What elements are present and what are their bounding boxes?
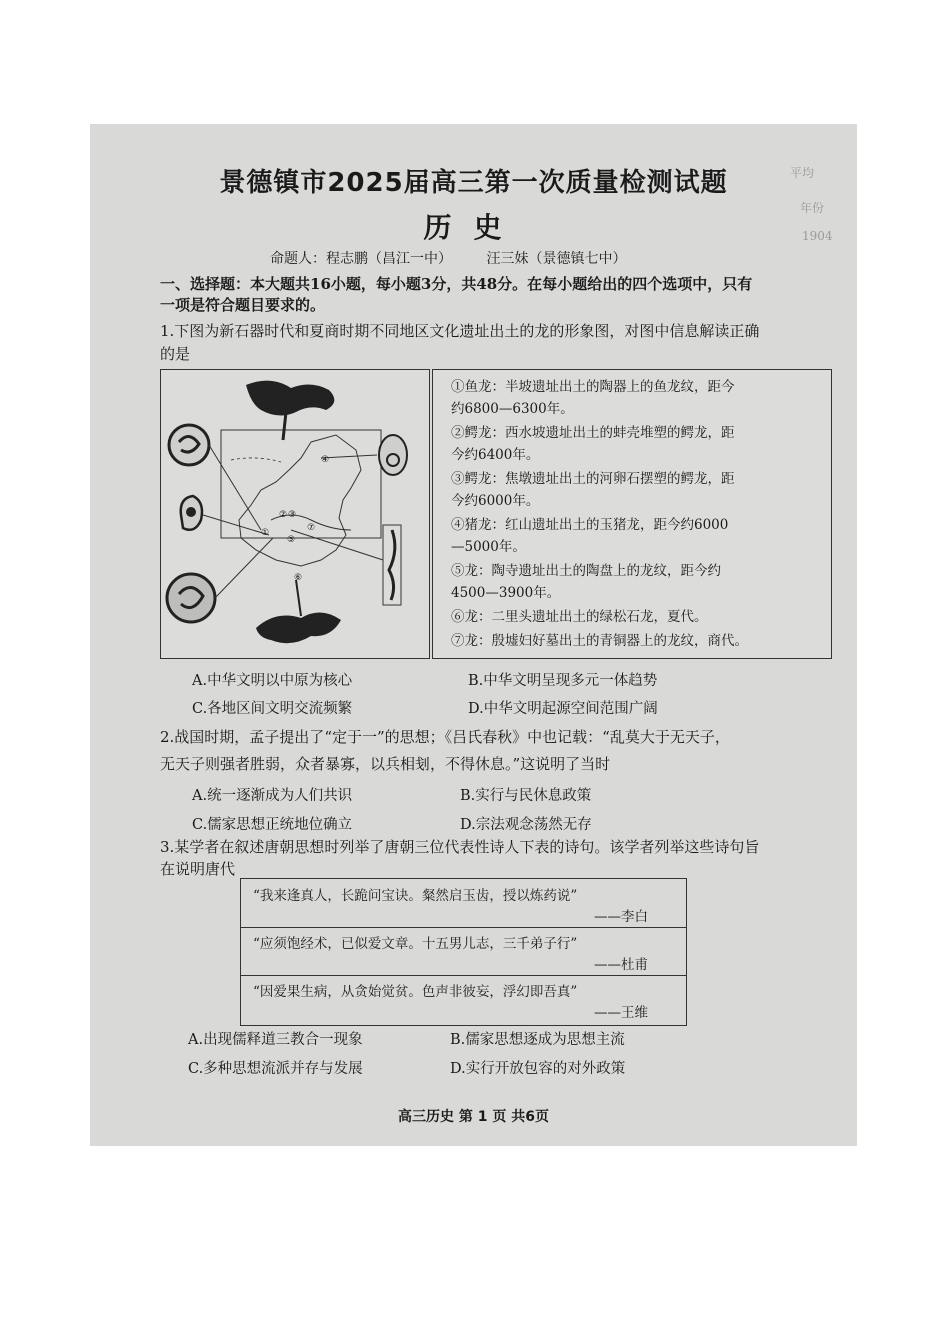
poem-author: ——王维 bbox=[594, 1005, 648, 1021]
show-through-mark: 1904 bbox=[802, 229, 833, 243]
map-markers bbox=[261, 455, 329, 583]
q1-stem-1: 1.下图为新石器时代和夏商时期不同地区文化遗址出土的龙的形象图，对图中信息解读正确 bbox=[160, 322, 760, 340]
q3-option-d[interactable]: D.实行开放包容的对外政策 bbox=[450, 1061, 626, 1077]
q1-option-a[interactable]: A.中华文明以中原为核心 bbox=[192, 673, 353, 689]
q1-stem-2: 的是 bbox=[160, 345, 191, 363]
map-marker-6: ⑥ bbox=[294, 573, 303, 583]
poem-table bbox=[240, 878, 687, 1026]
section-instructions-2: 一项是符合题目要求的。 bbox=[160, 296, 326, 314]
subject-title: 历史 bbox=[423, 211, 524, 244]
map-marker-3: ③ bbox=[288, 510, 297, 520]
legend-item-5b: 4500—3900年。 bbox=[451, 585, 561, 601]
map-marker-5: ⑤ bbox=[287, 535, 296, 545]
author-2: 汪三妹（景德镇七中） bbox=[486, 251, 627, 267]
legend-item-5a: ⑤龙：陶寺遗址出土的陶盘上的龙纹，距今约 bbox=[451, 563, 721, 579]
q2-option-b[interactable]: B.实行与民休息政策 bbox=[460, 788, 592, 804]
poem-row-du-fu bbox=[241, 927, 686, 976]
legend-item-4a: ④猪龙：红山遗址出土的玉猪龙，距今约6000 bbox=[451, 517, 729, 533]
dragon-map bbox=[160, 369, 430, 659]
legend-item-1a: ①鱼龙：半坡遗址出土的陶器上的鱼龙纹，距今 bbox=[451, 379, 735, 395]
poem-text: “因爱果生病，从贪始觉贫。色声非彼妄，浮幻即吾真” bbox=[253, 984, 578, 1000]
dragon-image-top bbox=[246, 381, 334, 440]
dragon-disc-1 bbox=[169, 425, 209, 465]
dragon-plate-3 bbox=[167, 574, 215, 622]
legend-item-2a: ②鳄龙：西水坡遗址出土的蚌壳堆塑的鳄龙，距 bbox=[451, 425, 735, 441]
q3-option-a[interactable]: A.出现儒释道三教合一现象 bbox=[188, 1032, 363, 1048]
q2-stem-2: 无天子则强者胜弱，众者暴寡，以兵相刬，不得休息。”这说明了当时 bbox=[160, 755, 611, 773]
poem-text: “我来逢真人，长跪问宝诀。粲然启玉齿，授以炼药说” bbox=[253, 888, 578, 904]
show-through-mark: 年份 bbox=[800, 201, 825, 215]
section-instructions-1: 一、选择题：本大题共16小题，每小题3分，共48分。在每小题给出的四个选项中，只有 bbox=[160, 275, 753, 293]
q3-option-b[interactable]: B.儒家思想逐成为思想主流 bbox=[450, 1032, 625, 1048]
q1-figure bbox=[160, 369, 830, 661]
map-marker-2: ② bbox=[279, 510, 288, 520]
author-1: 命题人：程志鹏（昌江一中） bbox=[270, 251, 452, 267]
legend-item-3b: 今约6000年。 bbox=[451, 493, 540, 509]
q2-option-d[interactable]: D.宗法观念荡然无存 bbox=[460, 817, 592, 833]
q3-stem-2: 在说明唐代 bbox=[160, 860, 236, 878]
q3-stem-1: 3.某学者在叙述唐朝思想时列举了唐朝三位代表性诗人下表的诗句。该学者列举这些诗句旨 bbox=[160, 838, 760, 856]
connector-lines bbox=[203, 445, 383, 598]
legend-item-1b: 约6800—6300年。 bbox=[451, 401, 574, 417]
legend-item-7: ⑦龙：殷墟妇好墓出土的青铜器上的龙纹，商代。 bbox=[451, 633, 748, 649]
legend-item-4b: —5000年。 bbox=[451, 539, 526, 555]
map-marker-4: ④ bbox=[321, 455, 330, 465]
q3-option-c[interactable]: C.多种思想流派并存与发展 bbox=[188, 1061, 363, 1077]
map-marker-1: ① bbox=[261, 528, 270, 538]
poem-text: “应须饱经术，已似爱文章。十五男儿志，三千弟子行” bbox=[253, 936, 578, 952]
legend-item-3a: ③鳄龙：焦墩遗址出土的河卵石摆塑的鳄龙，距 bbox=[451, 471, 735, 487]
poem-row-wang-wei bbox=[241, 975, 686, 1025]
q1-option-c[interactable]: C.各地区间文明交流频繁 bbox=[192, 701, 353, 717]
page-footer: 高三历史 第 1 页 共6页 bbox=[398, 1109, 549, 1125]
q2-stem-1: 2.战国时期，孟子提出了“定于一”的思想；《吕氏春秋》中也记载：“乱莫大于无天子， bbox=[160, 728, 730, 746]
china-map-illustration bbox=[161, 370, 429, 658]
poem-author: ——李白 bbox=[594, 909, 648, 925]
dragon-image-bottom bbox=[256, 580, 341, 643]
dragon-shell-figure bbox=[383, 525, 401, 605]
author-line bbox=[270, 248, 656, 268]
legend-item-2b: 今约6400年。 bbox=[451, 447, 540, 463]
poem-author: ——杜甫 bbox=[594, 957, 648, 973]
exam-title: 景德镇市2025届高三第一次质量检测试题 bbox=[219, 168, 728, 198]
map-marker-7: ⑦ bbox=[307, 523, 316, 533]
show-through-mark: 平均 bbox=[790, 166, 815, 180]
q2-option-a[interactable]: A.统一逐渐成为人们共识 bbox=[192, 788, 353, 804]
exam-page bbox=[90, 124, 857, 1146]
dragon-legend bbox=[432, 369, 832, 659]
dragon-jade-2 bbox=[181, 496, 202, 530]
legend-item-6: ⑥龙：二里头遗址出土的绿松石龙，夏代。 bbox=[451, 609, 708, 625]
poem-row-li-bai bbox=[241, 879, 686, 928]
q2-option-c[interactable]: C.儒家思想正统地位确立 bbox=[192, 817, 353, 833]
q1-option-d[interactable]: D.中华文明起源空间范围广阔 bbox=[468, 701, 658, 717]
q1-option-b[interactable]: B.中华文明呈现多元一体趋势 bbox=[468, 673, 658, 689]
dragon-fish-basin bbox=[379, 435, 407, 475]
